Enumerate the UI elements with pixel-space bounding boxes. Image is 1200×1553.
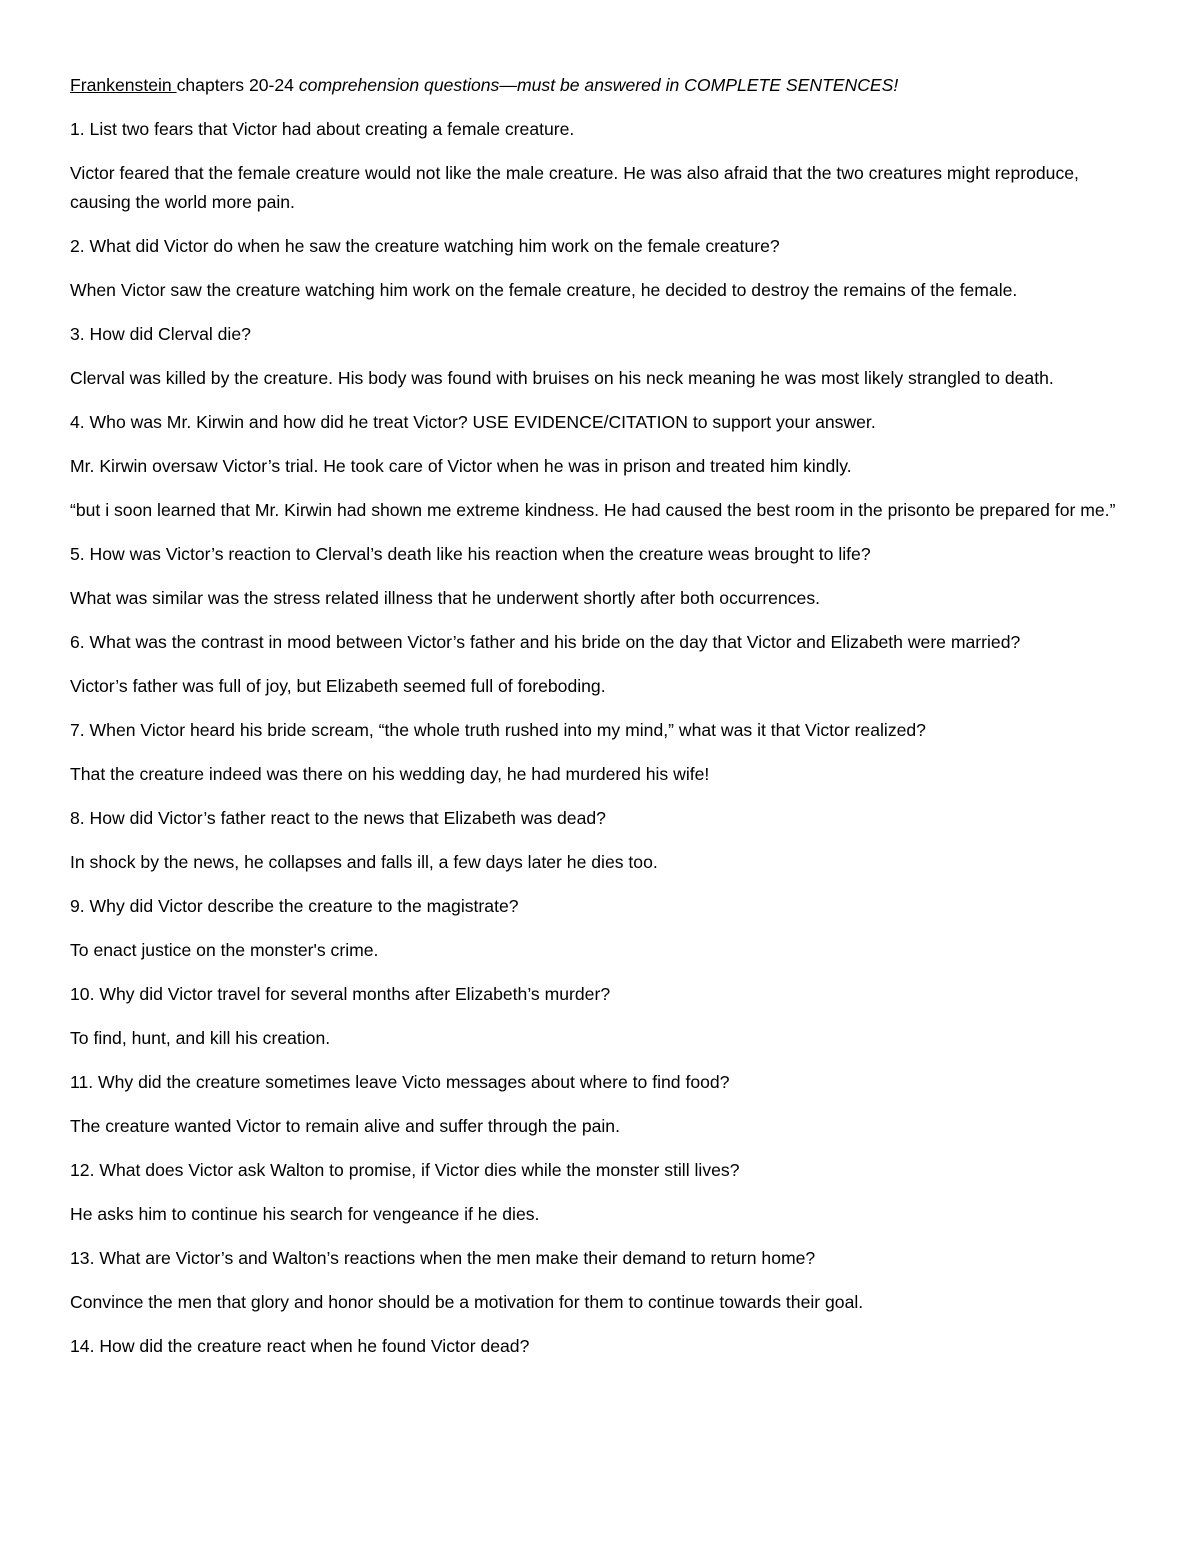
question-block	[70, 1332, 1130, 1361]
question-block	[70, 320, 1130, 393]
question-block	[70, 408, 1130, 525]
answer-text: In shock by the news, he collapses and falls ill, a few days later he dies too.	[70, 852, 658, 872]
answer-text: The creature wanted Victor to remain alive and suffer through the pain.	[70, 1116, 620, 1136]
question-block	[70, 1244, 1130, 1317]
chapters-label: chapters 20-24	[176, 75, 299, 95]
question-block	[70, 716, 1130, 789]
question-text: 14. How did the creature react when he found Victor dead?	[70, 1336, 530, 1356]
book-title: Frankenstein	[70, 75, 177, 95]
answer-text: Clerval was killed by the creature. His body was found with bruises on his neck meaning he was most likely strangled to death.	[70, 368, 1054, 388]
question-block	[70, 232, 1130, 305]
question-text: 5. How was Victor’s reaction to Clerval’s death like his reaction when the creature weas brought to life?	[70, 544, 871, 564]
answer-text: That the creature indeed was there on his wedding day, he had murdered his wife!	[70, 764, 710, 784]
question-block	[70, 540, 1130, 613]
question-block	[70, 628, 1130, 701]
answer-text: He asks him to continue his search for vengeance if he dies.	[70, 1204, 540, 1224]
question-text: 3. How did Clerval die?	[70, 324, 251, 344]
question-text: 7. When Victor heard his bride scream, “the whole truth rushed into my mind,” what was it that Victor realized?	[70, 720, 926, 740]
question-text: 4. Who was Mr. Kirwin and how did he treat Victor? USE EVIDENCE/CITATION to support your answer.	[70, 412, 876, 432]
question-block	[70, 1156, 1130, 1229]
document-heading	[70, 71, 1130, 100]
answer-text: When Victor saw the creature watching him work on the female creature, he decided to destroy the remains of the female.	[70, 280, 1018, 300]
question-text: 12. What does Victor ask Walton to promise, if Victor dies while the monster still lives?	[70, 1160, 740, 1180]
question-list	[70, 115, 1130, 1361]
answer-text: To enact justice on the monster's crime.	[70, 940, 379, 960]
question-text: 11. Why did the creature sometimes leave Victo messages about where to find food?	[70, 1072, 730, 1092]
answer-text: To find, hunt, and kill his creation.	[70, 1028, 331, 1048]
question-block	[70, 115, 1130, 217]
instruction-note: comprehension questions—must be answered in COMPLETE SENTENCES!	[298, 75, 899, 95]
question-text: 2. What did Victor do when he saw the creature watching him work on the female creature?	[70, 236, 780, 256]
answer-text: “but i soon learned that Mr. Kirwin had shown me extreme kindness. He had caused the best room in the prisonto be prepared for me.”	[70, 500, 1116, 520]
answer-text: What was similar was the stress related illness that he underwent shortly after both occurrences.	[70, 588, 821, 608]
question-text: 6. What was the contrast in mood between Victor’s father and his bride on the day that Victor and Elizabeth were married?	[70, 632, 1021, 652]
question-block	[70, 892, 1130, 965]
question-block	[70, 804, 1130, 877]
question-text: 13. What are Victor’s and Walton’s reactions when the men make their demand to return home?	[70, 1248, 816, 1268]
answer-text: Convince the men that glory and honor should be a motivation for them to continue towards their goal.	[70, 1292, 864, 1312]
question-text: 1. List two fears that Victor had about creating a female creature.	[70, 119, 575, 139]
question-text: 10. Why did Victor travel for several months after Elizabeth’s murder?	[70, 984, 611, 1004]
question-text: 9. Why did Victor describe the creature to the magistrate?	[70, 896, 519, 916]
question-block	[70, 1068, 1130, 1141]
answer-text: Mr. Kirwin oversaw Victor’s trial. He took care of Victor when he was in prison and treated him kindly.	[70, 456, 852, 476]
answer-text: Victor feared that the female creature would not like the male creature. He was also afraid that the two creatures might reproduce, causing the world more pain.	[70, 163, 1079, 212]
question-text: 8. How did Victor’s father react to the news that Elizabeth was dead?	[70, 808, 606, 828]
answer-text: Victor’s father was full of joy, but Elizabeth seemed full of foreboding.	[70, 676, 606, 696]
question-block	[70, 980, 1130, 1053]
